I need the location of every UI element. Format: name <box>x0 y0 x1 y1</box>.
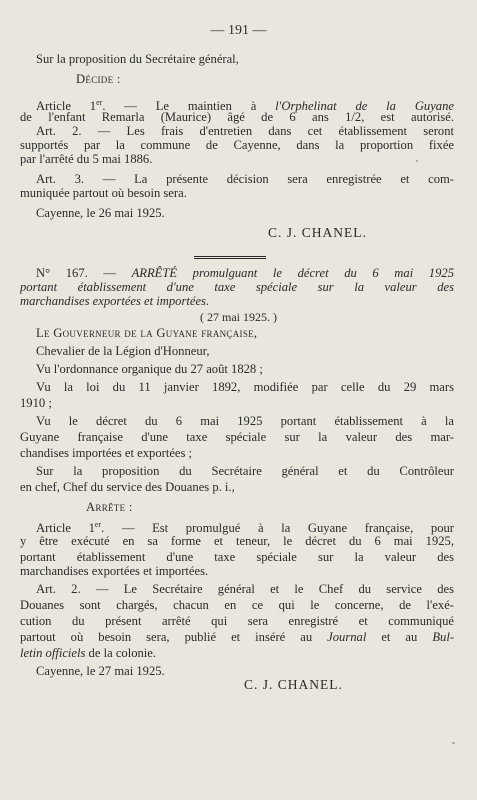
article-2b-line-2: Douanes sont chargés, chacun en ce qui le concerne, de l'exé- <box>20 598 454 612</box>
chevalier-line: Chevalier de la Légion d'Honneur, <box>36 344 210 358</box>
vu-3-line-1: Vu le décret du 6 mai 1925 portant établissement à la <box>36 414 454 428</box>
article-2b-line-5-b: de la colonie. <box>85 646 157 660</box>
paper-speck <box>416 160 418 162</box>
article-1b-line-3: portant établissement d'une taxe spéciale sur la valeur des <box>20 550 454 564</box>
article-2b-line-1: Art. 2. — Le Secrétaire général et le Chef du service des <box>36 582 454 596</box>
vu-2-line-1: Vu la loi du 11 janvier 1892, modifiée par celle du 29 mars <box>36 380 454 394</box>
vu-1: Vu l'ordonnance organique du 27 août 1828 ; <box>36 362 263 376</box>
arrete-title-1: ARRÊTÉ promulguant le décret du 6 mai 1925 <box>131 266 454 280</box>
bulletin-italic: Bul- <box>432 630 455 644</box>
article-2b-line-4 <box>20 630 454 644</box>
article-2b-line-4-c: et au <box>366 630 433 644</box>
article-1-superscript: er <box>96 98 103 107</box>
first-signature: C. J. CHANEL. <box>268 225 367 240</box>
first-date: Cayenne, le 26 mai 1925. <box>36 206 165 220</box>
paper-speck <box>452 742 455 744</box>
intro-line: Sur la proposition du Secrétaire général, <box>36 52 239 66</box>
gouverneur-line: Le Gouverneur de la Guyane française, <box>36 326 258 340</box>
article-1b-line-1 <box>36 518 454 535</box>
second-date: Cayenne, le 27 mai 1925. <box>36 664 165 678</box>
article-1b-prefix: Article 1 <box>36 521 95 536</box>
article-2-line-2: supportés par la commune de Cayenne, dans la proportion fixée <box>20 138 454 152</box>
journal-italic: Journal <box>327 630 367 644</box>
arrete-title-line-2: portant établissement d'une taxe spéciale sur la valeur des <box>20 280 454 294</box>
article-3-line-2: muniquée partout où besoin sera. <box>20 186 187 200</box>
article-1b-superscript: er <box>94 520 102 529</box>
vu-3-line-3: chandises importées et exportées ; <box>20 446 193 460</box>
section-divider <box>194 256 266 259</box>
article-1b-line-4: marchandises exportées et importées. <box>20 564 209 578</box>
article-1-mid: . — Le maintien à <box>102 99 276 114</box>
arrete-heading: Arrête : <box>86 500 133 514</box>
article-2b-line-3: cution du présent arrêté qui sera enregistré et communiqué <box>20 614 454 628</box>
officiels-italic: letin officiels <box>20 646 86 660</box>
vu-3-line-2: Guyane française d'une taxe spéciale sur la valeur des mar- <box>20 430 454 444</box>
article-1b-line-2: y être exécuté en sa forme et teneur, le décret du 6 mai 1925, <box>20 534 454 548</box>
article-2b-line-5 <box>20 646 156 660</box>
second-signature: C. J. CHANEL. <box>244 677 343 692</box>
article-1-italic: l'Orphelinat de la Guyane <box>275 99 454 114</box>
article-2b-line-4-a: partout où besoin sera, publié et inséré au <box>20 630 328 644</box>
article-1-prefix: Article 1 <box>36 99 97 114</box>
article-2-line-1: Art. 2. — Les frais d'entretien dans cet établissement seront <box>36 124 454 138</box>
article-1-line-2: de l'enfant Remarla (Maurice) âgé de 6 ans 1/2, est autorisé. <box>20 110 454 124</box>
arrete-date-paren: ( 27 mai 1925. ) <box>200 310 277 324</box>
article-1b-rest: . — Est promulgué à la Guyane française, pour <box>101 521 454 536</box>
sur-proposition-line-2: en chef, Chef du service des Douanes p. i., <box>20 480 235 494</box>
vu-2-line-2: 1910 ; <box>20 396 52 410</box>
act-number: N° 167. — <box>36 266 132 280</box>
arrete-title-line-1 <box>36 266 454 280</box>
page-number: — 191 — <box>210 23 267 38</box>
article-3-line-1: Art. 3. — La présente décision sera enregistrée et com- <box>36 172 454 186</box>
sur-proposition-line-1: Sur la proposition du Secrétaire général et du Contrôleur <box>36 464 454 478</box>
article-2-line-3: par l'arrêté du 5 mai 1886. <box>20 152 153 166</box>
decide-heading: Décide : <box>76 72 121 86</box>
arrete-title-line-3: marchandises exportées et importées. <box>20 294 210 308</box>
